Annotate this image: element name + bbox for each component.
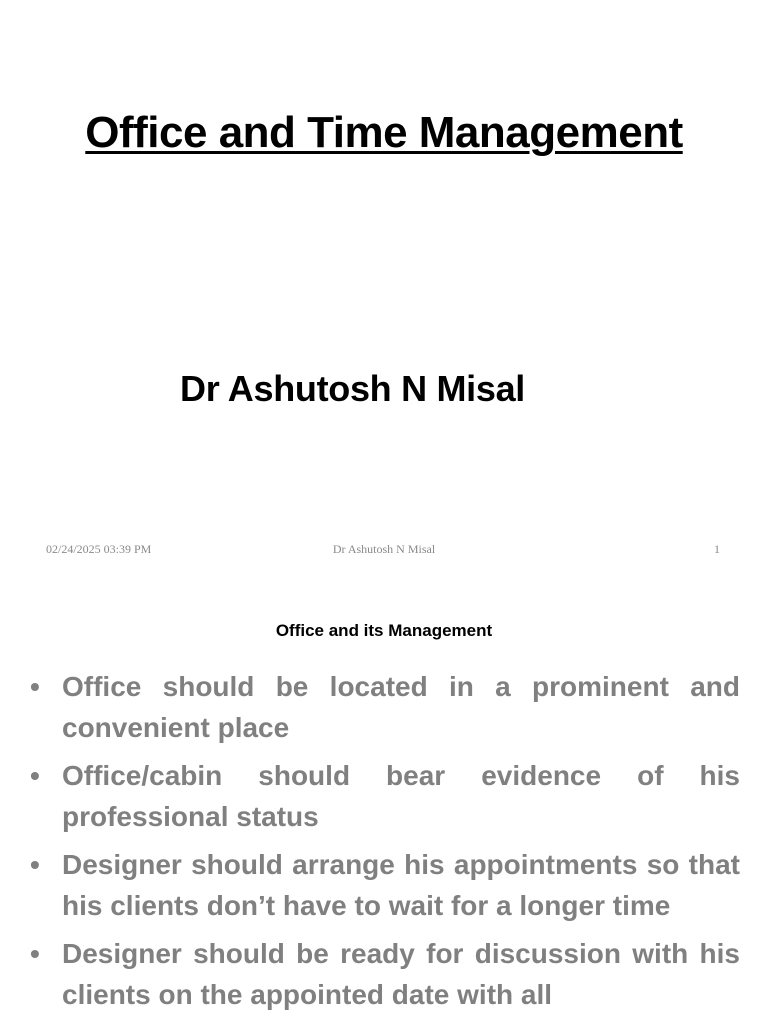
slide-title: Office and Time Management — [85, 108, 683, 157]
footer-date: 02/24/2025 03:39 PM — [46, 542, 152, 556]
bullet-item — [30, 666, 740, 748]
bullet-dot-icon: • — [30, 938, 40, 969]
slide-subtitle-author: Dr Ashutosh N Misal — [180, 368, 526, 409]
bullet-list — [30, 666, 740, 1022]
footer-author: Dr Ashutosh N Misal — [332, 542, 436, 556]
bullet-item — [30, 755, 740, 837]
content-slide-title: Office and its Management — [275, 621, 493, 640]
footer-page-number: 1 — [714, 542, 720, 556]
bullet-text: Office should be located in a prominent and convenient place — [62, 671, 740, 743]
bullet-item — [30, 844, 740, 926]
bullet-dot-icon: • — [30, 849, 40, 880]
bullet-text: Designer should arrange his appointments so that his clients don’t have to wait for a longer time — [62, 849, 740, 921]
bullet-item — [30, 933, 740, 1015]
bullet-dot-icon: • — [30, 760, 40, 791]
bullet-text: Designer should be ready for discussion with his clients on the appointed date with all — [62, 938, 740, 1010]
content-slide — [0, 576, 768, 1024]
bullet-text: Office/cabin should bear evidence of his professional status — [62, 760, 740, 832]
bullet-dot-icon: • — [30, 671, 40, 702]
